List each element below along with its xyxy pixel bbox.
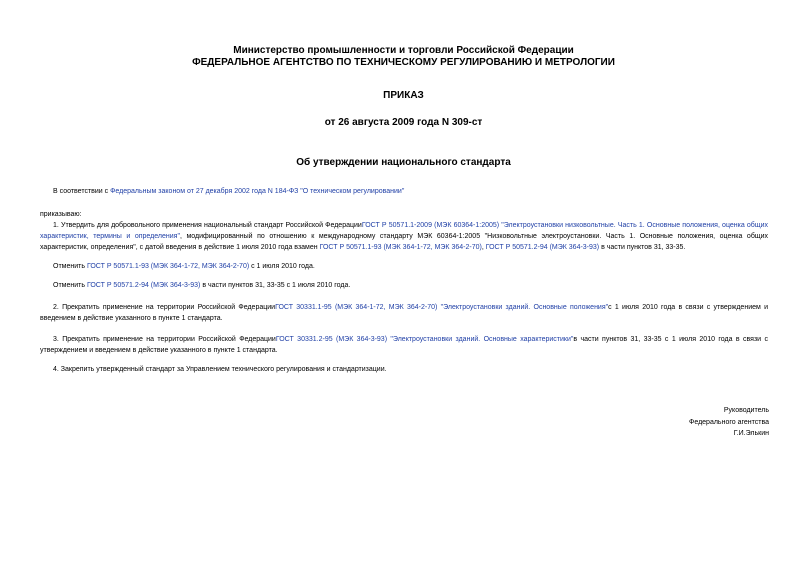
- order-word: приказываю:: [40, 211, 82, 218]
- signature-organization: Федерального агентства: [689, 419, 769, 426]
- item-2-text-end: с 1 июля 2010 года в связи с утверждением и введением в действие указанного в пункте 1 стандарта.: [40, 304, 768, 322]
- agency-name: ФЕДЕРАЛЬНОЕ АГЕНТСТВО ПО ТЕХНИЧЕСКОМУ РЕГУЛИРОВАНИЮ И МЕТРОЛОГИИ: [192, 57, 615, 68]
- cancel-2-text-start: Отменить: [53, 282, 87, 289]
- cancel-2-paragraph: [40, 280, 768, 291]
- document-date-number: от 26 августа 2009 года N 309-ст: [324, 117, 483, 128]
- item-1-paragraph: [40, 220, 768, 253]
- item-1-text-start: 1. Утвердить для добровольного применения национальный стандарт Российской Федерации: [53, 222, 362, 229]
- item-4-paragraph: 4. Закрепить утвержденный стандарт за Управлением технического регулирования и стандартизации.: [53, 366, 387, 373]
- signature-position: Руководитель: [723, 407, 769, 414]
- item-1-separator: ,: [481, 244, 486, 251]
- ministry-name: Министерство промышленности и торговли Российской Федерации: [233, 45, 574, 56]
- gost-30331-2-95-link[interactable]: ГОСТ 30331.2-95 (МЭК 364-3-93) "Электроустановки зданий. Основные характеристики": [275, 336, 574, 343]
- gost-30331-1-95-link[interactable]: ГОСТ 30331.1-95 (МЭК 364-1-72, МЭК 364-2-70) "Электроустановки зданий. Основные положения": [275, 304, 609, 311]
- document-type: ПРИКАЗ: [383, 90, 424, 101]
- gost-r-50571-1-93-link[interactable]: ГОСТ Р 50571.1-93 (МЭК 364-1-72, МЭК 364-2-70): [319, 244, 482, 251]
- cancel-gost-r-50571-2-94-link[interactable]: ГОСТ Р 50571.2-94 (МЭК 364-3-93): [86, 282, 201, 289]
- cancel-2-text-end: в части пунктов 31, 33-35 с 1 июля 2010 года.: [200, 282, 351, 289]
- item-1-text-end: в части пунктов 31, 33-35.: [599, 244, 686, 251]
- gost-r-50571-1-2009-link[interactable]: ГОСТ Р 50571.1-2009 (МЭК 60364-1:2005) "Электроустановки низковольтные. Часть 1. Основные положения, оценка общих характеристик, термины и определения": [40, 222, 768, 240]
- cancel-1-paragraph: [40, 261, 768, 272]
- item-3-text-start: 3. Прекратить применение на территории Российской Федерации: [53, 336, 276, 343]
- item-3-paragraph: [40, 334, 768, 356]
- cancel-gost-r-50571-1-93-link[interactable]: ГОСТ Р 50571.1-93 (МЭК 364-1-72, МЭК 364-2-70): [86, 263, 250, 270]
- item-2-text-start: 2. Прекратить применение на территории Российской Федерации: [53, 304, 276, 311]
- cancel-1-text-end: с 1 июля 2010 года.: [249, 263, 315, 270]
- document-title: Об утверждении национального стандарта: [296, 157, 511, 168]
- gost-r-50571-2-94-link[interactable]: ГОСТ Р 50571.2-94 (МЭК 364-3-93): [485, 244, 600, 251]
- item-2-paragraph: [40, 302, 768, 324]
- cancel-1-text-start: Отменить: [53, 263, 87, 270]
- preamble-paragraph: [40, 186, 768, 197]
- signature-name: Г.И.Элькин: [733, 430, 769, 437]
- preamble-text: В соответствии с: [53, 188, 111, 195]
- item-1-text-middle: , модифицированный по отношению к международному стандарту МЭК 60364-1:2005 "Низковольтные электроустановки. Часть 1. Основные положения, оценка общих характеристик, определения", с датой введения в действие 1 июля 2010 года взамен: [40, 233, 769, 251]
- federal-law-link[interactable]: Федеральным законом от 27 декабря 2002 года N 184-ФЗ "О техническом регулировании": [110, 188, 405, 195]
- item-3-text-end: в части пунктов 31, 33-35 с 1 июля 2010 года в связи с утверждением и введением в действие указанного в пункте 1 стандарта.: [40, 336, 768, 354]
